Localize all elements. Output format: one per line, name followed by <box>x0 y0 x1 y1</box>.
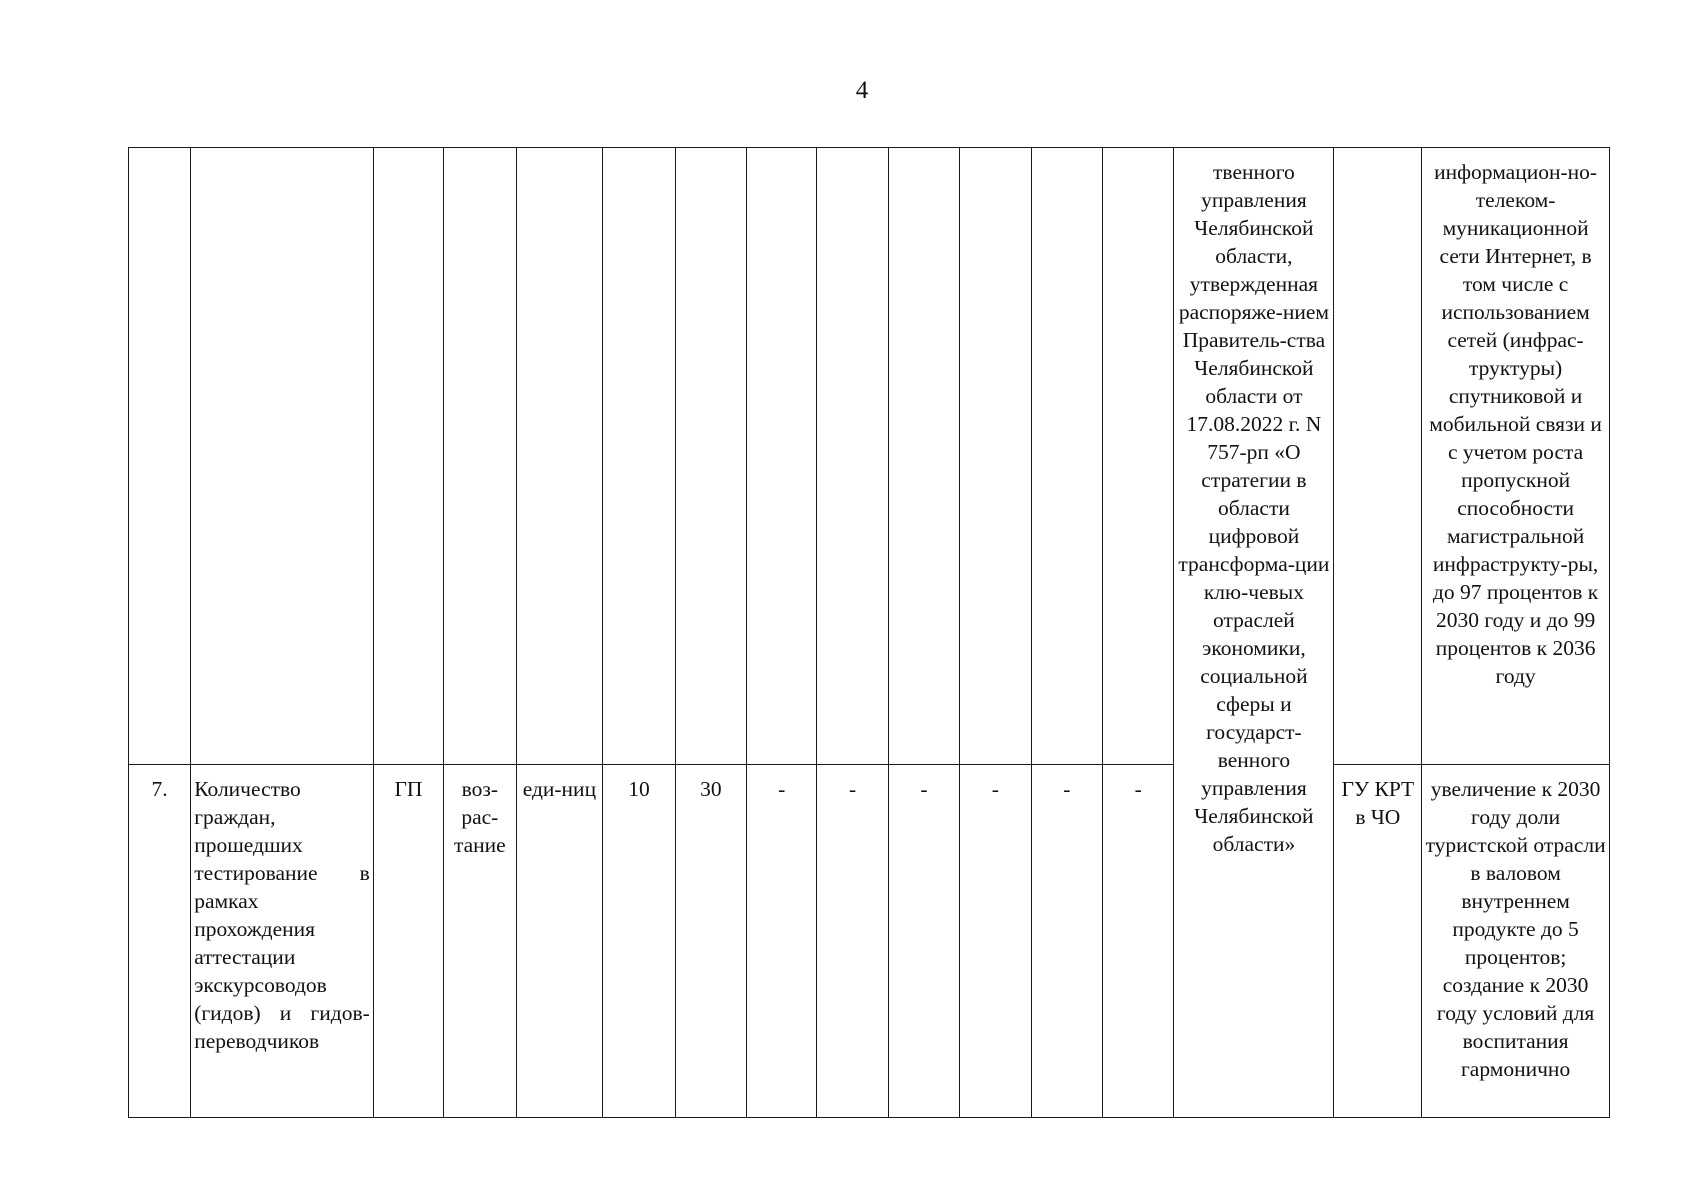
cell-value-7-continued <box>1102 148 1173 765</box>
cell-indicator: Количество граждан, прошедших тестирование в рамках прохождения аттестации экскурсоводов (гидов) и гидов-переводчиков <box>191 765 374 1118</box>
table-row-continued <box>129 148 1610 765</box>
national-goal-text-continued: информацион-но-телеком-муникационной сети Интернет, в том числе с использованием сетей (инфрас-труктуры) спутниковой и мобильной связи и с учетом роста пропускной способности магистральной инфраструкту-ры, до 97 процентов к 2030 году и до 99 процентов к 2036 году <box>1429 160 1602 688</box>
cell-trend: воз-рас-тание <box>444 765 516 1118</box>
cell-base-value: 10 <box>603 765 675 1118</box>
cell-number: 7. <box>129 765 191 1118</box>
cell-basis-document <box>1174 148 1334 1118</box>
cell-value-5-continued <box>960 148 1031 765</box>
cell-national-goal: увеличение к 2030 году доли туристской отрасли в валовом внутреннем продукте до 5 процентов; создание к 2030 году условий для воспитания гармонично <box>1422 765 1610 1118</box>
basis-document-text: твенного управления Челябинской области, утвержденная распоряже-нием Правитель-ства Челябинской области от 17.08.2022 г. N 757-рп «О стратегии в области цифровой трансформа-ции клю-чевых отраслей экономики, социальной сферы и государст-венного управления Челябинской области» <box>1178 160 1330 856</box>
cell-value-6-continued <box>1031 148 1102 765</box>
cell-value-1: 30 <box>675 765 746 1118</box>
table-row-7 <box>129 765 1610 1118</box>
cell-unit-continued <box>516 148 603 765</box>
cell-value-2-continued <box>747 148 817 765</box>
cell-value-1-continued <box>675 148 746 765</box>
cell-value-4-continued <box>888 148 959 765</box>
cell-value-3: - <box>817 765 888 1118</box>
cell-value-2: - <box>747 765 817 1118</box>
cell-responsible-continued <box>1334 148 1422 765</box>
cell-value-3-continued <box>817 148 888 765</box>
cell-responsible: ГУ КРТ в ЧО <box>1334 765 1422 1118</box>
indicators-table <box>128 147 1610 1118</box>
cell-trend-continued <box>444 148 516 765</box>
page-number: 4 <box>855 77 869 104</box>
cell-level-continued <box>373 148 443 765</box>
cell-indicator-continued <box>191 148 374 765</box>
cell-base-value-continued <box>603 148 675 765</box>
cell-value-7: - <box>1102 765 1173 1118</box>
cell-unit: еди-ниц <box>516 765 603 1118</box>
cell-number-continued <box>129 148 191 765</box>
cell-value-6: - <box>1031 765 1102 1118</box>
cell-national-goal-continued <box>1422 148 1610 765</box>
cell-level: ГП <box>373 765 443 1118</box>
cell-value-5: - <box>960 765 1031 1118</box>
cell-value-4: - <box>888 765 959 1118</box>
